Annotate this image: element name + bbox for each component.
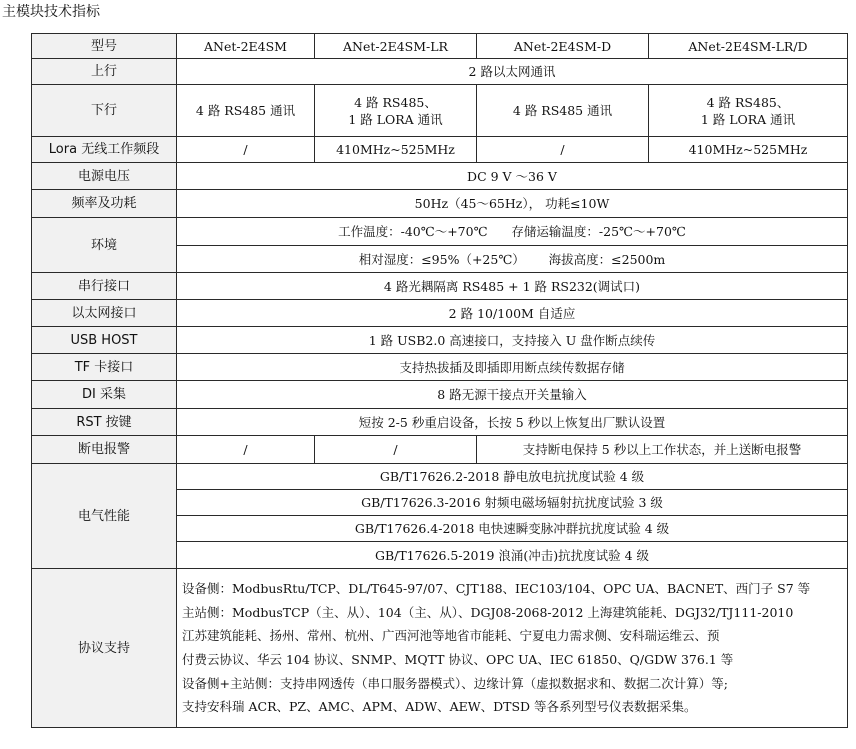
power-fail-c2: / — [315, 436, 477, 464]
label-downlink: 下行 — [32, 85, 177, 137]
protocol-line: 付费云协议、华云 104 协议、SNMP、MQTT 协议、OPC UA、IEC 61850、Q/GDW 376.1 等 — [182, 652, 734, 667]
row-power-supply — [32, 163, 848, 190]
label-tf: TF 卡接口 — [32, 354, 177, 381]
downlink-c2-line2: 1 路 LORA 通讯 — [348, 111, 443, 127]
label-environment: 环境 — [32, 218, 177, 273]
downlink-c4-line2: 1 路 LORA 通讯 — [700, 111, 796, 127]
row-freq-power — [32, 190, 848, 218]
lora-c4: 410MHz~525MHz — [649, 137, 848, 163]
label-freq-power: 频率及功耗 — [32, 190, 177, 218]
downlink-c1: 4 路 RS485 通讯 — [177, 85, 315, 137]
downlink-c4-line1: 4 路 RS485、 — [706, 94, 790, 110]
label-usb: USB HOST — [32, 327, 177, 354]
rst-value: 短按 2-5 秒重启设备，长按 5 秒以上恢复出厂默认设置 — [177, 409, 848, 436]
label-protocol: 协议支持 — [32, 569, 177, 728]
row-ethernet — [32, 300, 848, 327]
power-fail-c34: 支持断电保持 5 秒以上工作状态，并上送断电报警 — [477, 436, 848, 464]
ethernet-value: 2 路 10/100M 自适应 — [177, 300, 848, 327]
label-serial: 串行接口 — [32, 273, 177, 300]
model-3: ANet-2E4SM-D — [477, 34, 649, 59]
label-electrical: 电气性能 — [32, 464, 177, 569]
model-4: ANet-2E4SM-LR/D — [649, 34, 848, 59]
electrical-line: GB/T17626.5-2019 浪涌(冲击)抗扰度试验 4 级 — [177, 542, 848, 569]
spec-table — [31, 33, 848, 728]
label-model: 型号 — [32, 34, 177, 59]
row-usb — [32, 327, 848, 354]
protocol-line: 设备侧：ModbusRtu/TCP、DL/T645-97/07、CJT188、IEC103/104、OPC UA、BACNET、西门子 S7 等 — [182, 581, 811, 597]
uplink-value: 2 路以太网通讯 — [177, 59, 848, 85]
protocol-line: 江苏建筑能耗、扬州、常州、杭州、广西河池等地省市能耗、宁夏电力需求侧、安科瑞运维云、预 — [182, 628, 720, 644]
row-protocol — [32, 569, 848, 728]
downlink-c2-line1: 4 路 RS485、 — [354, 94, 437, 110]
downlink-c2 — [315, 85, 477, 137]
protocol-text — [177, 569, 848, 728]
row-model — [32, 34, 848, 59]
page-title: 主模块技术指标 — [2, 4, 100, 20]
protocol-line: 支持安科瑞 ACR、PZ、AMC、APM、ADW、AEW、DTSD 等各系列型号仪表数据采集。 — [182, 699, 697, 715]
row-rst — [32, 409, 848, 436]
label-di: DI 采集 — [32, 381, 177, 409]
lora-c1: / — [177, 137, 315, 163]
label-uplink: 上行 — [32, 59, 177, 85]
row-tf — [32, 354, 848, 381]
usb-value: 1 路 USB2.0 高速接口，支持接入 U 盘作断点续传 — [177, 327, 848, 354]
lora-c3: / — [477, 137, 649, 163]
di-value: 8 路无源干接点开关量输入 — [177, 381, 848, 409]
model-1: ANet-2E4SM — [177, 34, 315, 59]
protocol-line: 主站侧：ModbusTCP（主、从）、104（主、从）、DGJ08-2068-2012 上海建筑能耗、DGJ32/TJ111-2010 — [182, 604, 794, 620]
electrical-line: GB/T17626.3-2016 射频电磁场辐射抗扰度试验 3 级 — [177, 490, 848, 516]
row-lora — [32, 137, 848, 163]
tf-value: 支持热拔插及即插即用断点续传数据存储 — [177, 354, 848, 381]
freq-power-value: 50Hz（45～65Hz）， 功耗≤10W — [177, 190, 848, 218]
label-power-supply: 电源电压 — [32, 163, 177, 190]
power-supply-value: DC 9 V ～36 V — [177, 163, 848, 190]
row-environment-1 — [32, 218, 848, 246]
environment-line1: 工作温度：-40℃～+70℃ 存储运输温度：-25℃～+70℃ — [177, 218, 848, 246]
row-serial — [32, 273, 848, 300]
row-power-fail — [32, 436, 848, 464]
row-uplink — [32, 59, 848, 85]
model-2: ANet-2E4SM-LR — [315, 34, 477, 59]
serial-value: 4 路光耦隔离 RS485 + 1 路 RS232(调试口) — [177, 273, 848, 300]
lora-c2: 410MHz~525MHz — [315, 137, 477, 163]
electrical-line: GB/T17626.2-2018 静电放电抗扰度试验 4 级 — [177, 464, 848, 490]
row-di — [32, 381, 848, 409]
downlink-c3: 4 路 RS485 通讯 — [477, 85, 649, 137]
downlink-c4 — [649, 85, 848, 137]
label-rst: RST 按键 — [32, 409, 177, 436]
power-fail-c1: / — [177, 436, 315, 464]
row-downlink — [32, 85, 848, 137]
electrical-line: GB/T17626.4-2018 电快速瞬变脉冲群抗扰度试验 4 级 — [177, 516, 848, 542]
protocol-line: 设备侧+主站侧：支持串网透传（串口服务器模式）、边缘计算（虚拟数据求和、数据二次计算）等; — [182, 675, 728, 691]
environment-line2: 相对湿度：≤95%（+25℃） 海拔高度：≤2500m — [177, 246, 848, 273]
row-electrical-1 — [32, 464, 848, 490]
label-lora: Lora 无线工作频段 — [32, 137, 177, 163]
label-power-fail: 断电报警 — [32, 436, 177, 464]
label-ethernet: 以太网接口 — [32, 300, 177, 327]
